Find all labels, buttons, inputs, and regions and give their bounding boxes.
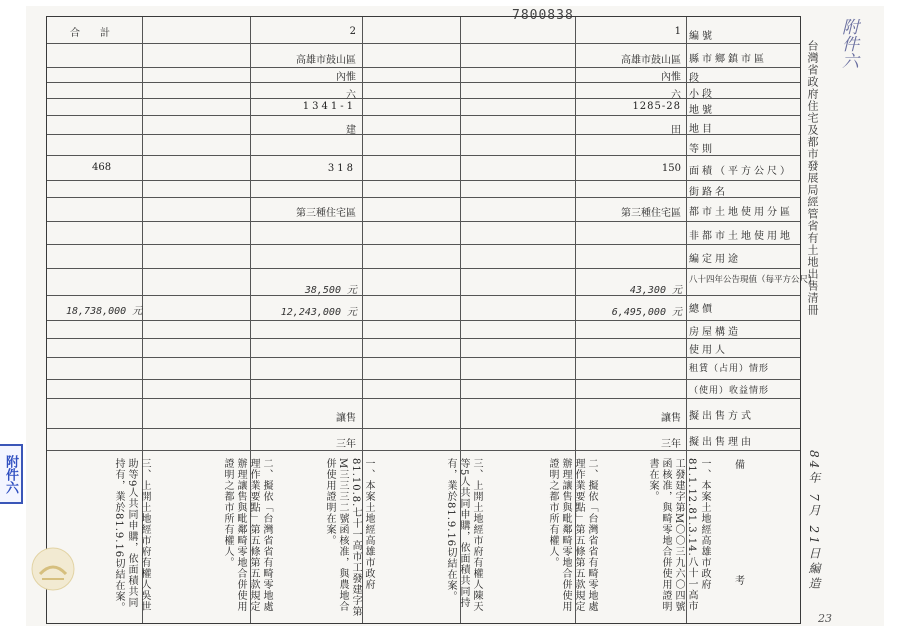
field-label-area: 面積（平方公尺） bbox=[689, 166, 793, 177]
row-divider bbox=[47, 115, 800, 116]
row-divider bbox=[47, 338, 800, 339]
parcel2-subsection: 六 bbox=[346, 90, 356, 101]
row-divider bbox=[47, 295, 800, 296]
parcel1-note-3: 三、上開土地經市府有權人陳天等5人共同申購，依面積共同持有，業於81.9.16切結在案。 bbox=[445, 458, 482, 612]
row-divider bbox=[47, 197, 800, 198]
parcel2-total-price: 12,243,000 元 bbox=[280, 307, 357, 318]
totals-total-price: 18,738,000 元 bbox=[66, 306, 143, 317]
parcel1-section: 內惟 bbox=[661, 72, 681, 83]
parcel2-area: 318 bbox=[327, 163, 356, 174]
annex-handwritten-label: 附件六 bbox=[838, 18, 858, 69]
parcel1-note-2: 二、擬依「台灣省省有畸零地處理作業要點」第五條第五款規定辦理讓售與毗鄰畸零地合併使用證明之都市所有權人。 bbox=[547, 458, 597, 612]
register-title: 台灣省政府住宅及都市發展局經管省有土地出售清冊 bbox=[806, 40, 819, 316]
field-label-land-type: 地目 bbox=[689, 124, 715, 135]
remark-label-top: 備 bbox=[735, 460, 747, 471]
parcel2-note-1: 一、本案土地經高雄市政府81.10.8.七十一高市工發建字第M三三三二號函核准，與農地合併使用證明在案。 bbox=[324, 458, 374, 618]
field-label-building: 房屋構造 bbox=[689, 327, 741, 338]
row-divider bbox=[47, 155, 800, 156]
parcel2-lot: 1341-1 bbox=[302, 101, 356, 112]
parcel1-sale-method: 讓售 bbox=[661, 413, 681, 424]
parcel2-sale-reason: 三年 bbox=[336, 439, 356, 450]
field-label-subsection: 小段 bbox=[689, 89, 715, 100]
field-label-user: 使用人 bbox=[689, 345, 728, 356]
field-label-total-price: 總價 bbox=[689, 304, 715, 315]
document-number: 7800838 bbox=[512, 8, 574, 23]
row-divider bbox=[47, 43, 800, 44]
field-label-zoning: 都市土地使用分區 bbox=[689, 207, 793, 218]
row-divider bbox=[47, 98, 800, 99]
parcel2-section: 內惟 bbox=[336, 72, 356, 83]
row-divider bbox=[47, 180, 800, 181]
parcel2-number: 2 bbox=[349, 26, 356, 37]
row-divider bbox=[47, 134, 800, 135]
field-label-lot: 地號 bbox=[689, 105, 715, 116]
parcel1-sale-reason: 三年 bbox=[661, 439, 681, 450]
parcel1-total-price: 6,495,000 元 bbox=[611, 307, 682, 318]
page-number: 23 bbox=[818, 612, 832, 625]
remark-label-bottom: 考 bbox=[735, 576, 745, 587]
field-label-city: 縣市鄉鎮市區 bbox=[689, 54, 767, 65]
field-label-nonurban-use: 非都市土地使用地 bbox=[689, 231, 793, 242]
totals-area: 468 bbox=[92, 162, 112, 173]
totals-header: 合計 bbox=[70, 28, 130, 39]
parcel1-lot: 1285-28 bbox=[632, 101, 681, 112]
parcel2-land-type: 建 bbox=[346, 125, 356, 136]
parcel2-sale-method: 讓售 bbox=[336, 413, 356, 424]
parcel1-note-1: 一、本案土地經高雄市政府81.1.12.81.3.14.八十一高市工發建字第M〇〇三九六〇四號函核准，與畸零地合併使用證明書在案。 bbox=[647, 458, 710, 613]
row-divider bbox=[47, 244, 800, 245]
row-divider bbox=[47, 221, 800, 222]
field-label-income: （使用）收益情形 bbox=[689, 386, 770, 396]
field-label-section: 段 bbox=[689, 73, 702, 84]
row-divider bbox=[47, 450, 800, 451]
field-label-designated-use: 編定用途 bbox=[689, 254, 741, 265]
field-label-announced-value: 八十四年公告現值（每平方公尺） bbox=[689, 275, 817, 285]
row-divider bbox=[47, 357, 800, 358]
parcel1-city: 高雄市鼓山區 bbox=[621, 55, 681, 66]
field-label-grade: 等則 bbox=[689, 144, 715, 155]
parcel1-area: 150 bbox=[661, 163, 681, 174]
row-divider bbox=[47, 67, 800, 68]
field-label-sale-reason: 擬出售理由 bbox=[689, 437, 754, 448]
parcel1-unit-value: 43,300 元 bbox=[629, 285, 682, 296]
field-label-lease: 租賃（占用）情形 bbox=[689, 364, 770, 374]
row-divider bbox=[47, 379, 800, 380]
row-divider bbox=[47, 428, 800, 429]
row-divider bbox=[47, 398, 800, 399]
field-label-sale-method: 擬出售方式 bbox=[689, 411, 754, 422]
parcel1-zoning: 第三種住宅區 bbox=[621, 208, 681, 219]
parcel2-city: 高雄市鼓山區 bbox=[296, 55, 356, 66]
field-label-number: 編號 bbox=[689, 31, 715, 42]
row-divider bbox=[47, 82, 800, 83]
archive-logo-icon bbox=[30, 546, 76, 592]
parcel1-subsection: 六 bbox=[671, 90, 681, 101]
annex-stamp: 附件六 bbox=[0, 444, 23, 504]
row-divider bbox=[47, 268, 800, 269]
parcel1-number: 1 bbox=[674, 26, 681, 37]
parcel2-unit-value: 38,500 元 bbox=[304, 285, 357, 296]
parcel2-zoning: 第三種住宅區 bbox=[296, 208, 356, 219]
compiled-date: 84年 7月 21日編造 bbox=[807, 450, 821, 592]
field-label-street: 街路名 bbox=[689, 187, 728, 198]
parcel1-land-type: 田 bbox=[671, 125, 681, 136]
parcel2-note-2: 二、擬依「台灣省省有畸零地處理作業要點」第五條第五款規定辦理讓售與毗鄰畸零地合併使用證明之都市所有權人。 bbox=[222, 458, 272, 612]
row-divider bbox=[47, 320, 800, 321]
parcel2-note-3: 三、上開土地經市府有權人吳世助等9人共同申購，依面積共同持有，業於81.9.16切結在案。 bbox=[113, 458, 150, 614]
